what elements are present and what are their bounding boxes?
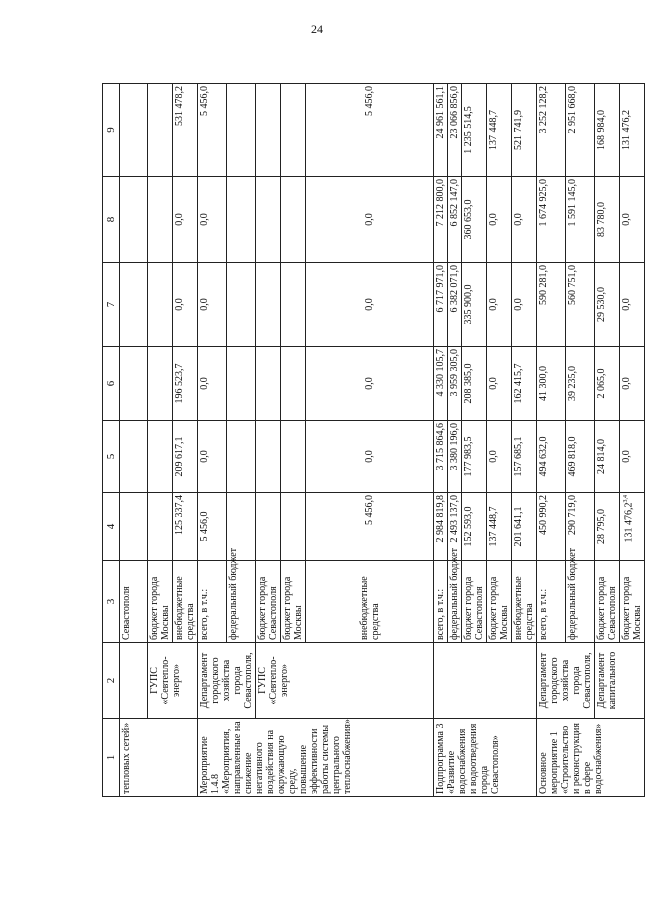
value-cell: 137 448,7 <box>487 84 512 177</box>
value-cell: 1 674 925,0 <box>537 177 566 263</box>
value-cell: 0,0 <box>198 421 227 493</box>
header-cell: 6 <box>103 347 120 421</box>
source-cell: всего, в т.ч.: <box>434 561 448 643</box>
value-cell: 6 717 971,0 <box>434 263 448 347</box>
value-cell: 0,0 <box>512 177 537 263</box>
measure-name-cell: тепловых сетей» <box>120 719 198 797</box>
table-row <box>148 84 173 797</box>
header-row <box>103 84 120 797</box>
value-cell: 360 653,0 <box>462 177 487 263</box>
header-cell: 3 <box>103 561 120 643</box>
source-cell: внебюджетные средства <box>173 561 198 643</box>
executor-cell: Департамент городского хозяйства города Севастополя, <box>537 643 595 719</box>
value-cell: 0,0 <box>306 177 434 263</box>
value-cell: 6 852 147,0 <box>448 177 462 263</box>
source-cell: внебюджетные средства <box>306 561 434 643</box>
value-cell: 0,0 <box>306 263 434 347</box>
source-cell: внебюджетные средства <box>512 561 537 643</box>
value-cell: 6 382 071,0 <box>448 263 462 347</box>
value-cell: 162 415,7 <box>512 347 537 421</box>
source-cell: федеральный бюджет <box>448 561 462 643</box>
value-cell: 3 380 196,0 <box>448 421 462 493</box>
value-cell: 2 493 137,0 <box>448 493 462 561</box>
source-cell: бюджет города Москвы <box>487 561 512 643</box>
value-cell: 29 530,0 <box>595 263 620 347</box>
value-cell: 531 478,2 <box>173 84 198 177</box>
table-row <box>434 84 448 797</box>
header-cell: 9 <box>103 84 120 177</box>
value-cell: 0,0 <box>620 347 645 421</box>
source-cell: бюджет города Севастополя <box>462 561 487 643</box>
value-cell: 201 641,1 <box>512 493 537 561</box>
header-cell: 2 <box>103 643 120 719</box>
value-cell: 28 795,0 <box>595 493 620 561</box>
value-cell: 23 066 856,0 <box>448 84 462 177</box>
value-cell: 560 751,0 <box>566 263 595 347</box>
value-cell: 177 983,5 <box>462 421 487 493</box>
value-cell: 0,0 <box>487 177 512 263</box>
footnote-marker: 3,4 <box>623 495 629 503</box>
header-cell: 8 <box>103 177 120 263</box>
value-cell: 0,0 <box>198 177 227 263</box>
value-cell: 0,0 <box>306 421 434 493</box>
executor-cell: Департамент капитального <box>595 643 645 719</box>
budget-table <box>102 83 645 797</box>
header-cell: 4 <box>103 493 120 561</box>
value-cell: 137 448,7 <box>487 493 512 561</box>
value-cell: 0,0 <box>620 177 645 263</box>
executor-cell: ГУПС «Севтепло-энерго» <box>148 643 198 719</box>
executor-cell: Департамент городского хозяйства города Севастополя, <box>198 643 256 719</box>
value-cell: 0,0 <box>306 347 434 421</box>
value-cell: 450 990,2 <box>537 493 566 561</box>
source-cell: бюджет города Севастополя <box>256 561 281 643</box>
table-row <box>256 84 281 797</box>
value-cell: 83 780,0 <box>595 177 620 263</box>
value-cell: 209 617,1 <box>173 421 198 493</box>
value-cell: 0,0 <box>173 263 198 347</box>
executor-cell <box>434 643 537 719</box>
value-cell: 196 523,7 <box>173 347 198 421</box>
page-number: 24 <box>311 22 323 36</box>
value-cell: 5 456,0 <box>306 493 434 561</box>
value-cell: 131 476,2 <box>620 84 645 177</box>
source-cell: бюджет города Москвы <box>620 561 645 643</box>
value-cell: 7 212 800,0 <box>434 177 448 263</box>
value-cell: 0,0 <box>512 263 537 347</box>
value-cell: 0,0 <box>198 347 227 421</box>
table-row <box>537 84 566 797</box>
source-cell: бюджет города Севастополя <box>595 561 620 643</box>
value-cell: 290 719,0 <box>566 493 595 561</box>
value-cell: 41 300,0 <box>537 347 566 421</box>
value-cell: 0,0 <box>487 421 512 493</box>
value-cell: 5 456,0 <box>198 84 227 177</box>
table-row <box>120 84 148 797</box>
value-cell: 3 715 864,6 <box>434 421 448 493</box>
value-cell: 208 385,0 <box>462 347 487 421</box>
value-cell: 0,0 <box>173 177 198 263</box>
value-cell: 494 632,0 <box>537 421 566 493</box>
source-cell: бюджет города Москвы <box>148 561 173 643</box>
value-cell: 1 591 145,0 <box>566 177 595 263</box>
value-text: 131 476,2 <box>623 502 635 543</box>
value-cell: 0,0 <box>487 347 512 421</box>
table-row <box>198 84 227 797</box>
value-cell: 3 252 128,2 <box>537 84 566 177</box>
source-cell: всего, в т.ч.: <box>198 561 227 643</box>
value-cell: 4 330 105,7 <box>434 347 448 421</box>
header-cell: 1 <box>103 719 120 797</box>
value-cell: 39 235,0 <box>566 347 595 421</box>
header-cell: 5 <box>103 421 120 493</box>
source-cell: всего, в т.ч.: <box>537 561 566 643</box>
value-cell: 0,0 <box>487 263 512 347</box>
source-cell: федеральный бюджет <box>227 561 256 643</box>
measure-name-cell: Основное мероприятие 1 «Строительство и реконструкция в сфере водоснабжения» <box>537 719 645 797</box>
value-cell: 335 900,0 <box>462 263 487 347</box>
value-cell: 2 984 819,8 <box>434 493 448 561</box>
value-cell: 24 961 561,1 <box>434 84 448 177</box>
value-cell: 5 456,0 <box>306 84 434 177</box>
table-row <box>595 84 620 797</box>
value-cell: 0,0 <box>198 263 227 347</box>
source-cell: Севастополя <box>120 561 148 643</box>
value-cell <box>620 493 645 561</box>
rotated-table-container <box>102 84 643 797</box>
value-cell: 0,0 <box>620 263 645 347</box>
value-cell: 168 984,0 <box>595 84 620 177</box>
value-cell: 2 065,0 <box>595 347 620 421</box>
value-cell: 2 951 668,0 <box>566 84 595 177</box>
measure-name-cell: Мероприятие 1.4.8 «Мероприятия, направленные на снижение негативного воздействия на окружающую среду, повышение эффективности работы системы центрального теплоснабжения» <box>198 719 434 797</box>
executor-cell: ГУПС «Севтепло-энерго» <box>256 643 434 719</box>
header-cell: 7 <box>103 263 120 347</box>
source-cell: федеральный бюджет <box>566 561 595 643</box>
value-cell: 5 456,0 <box>198 493 227 561</box>
value-cell: 521 741,9 <box>512 84 537 177</box>
value-cell: 590 281,0 <box>537 263 566 347</box>
value-cell: 152 593,0 <box>462 493 487 561</box>
value-cell: 469 818,0 <box>566 421 595 493</box>
value-cell: 24 814,0 <box>595 421 620 493</box>
value-cell: 1 235 514,5 <box>462 84 487 177</box>
value-cell: 3 959 305,0 <box>448 347 462 421</box>
value-cell: 157 685,1 <box>512 421 537 493</box>
executor-cell <box>120 643 148 719</box>
value-cell: 0,0 <box>620 421 645 493</box>
value-cell: 125 337,4 <box>173 493 198 561</box>
source-cell: бюджет города Москвы <box>281 561 306 643</box>
subprogram-name-cell: Подпрограмма 3 «Развитие водоснабжения и водоотведения города Севастополя» <box>434 719 537 797</box>
